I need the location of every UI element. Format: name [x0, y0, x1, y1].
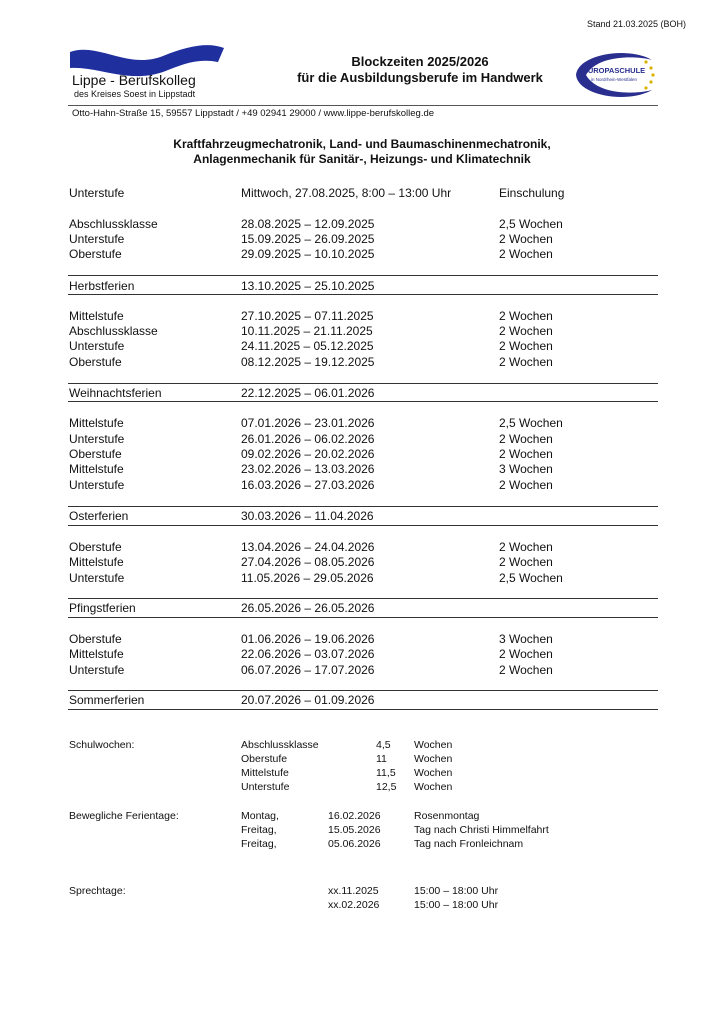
document-title [240, 54, 600, 86]
schulwochen-unit: Wochen [414, 781, 453, 793]
divider [68, 617, 658, 618]
stand-date: Stand 21.03.2025 (BOH) [586, 19, 686, 29]
divider [68, 598, 658, 599]
sprechtag-time: 15:00 – 18:00 Uhr [414, 885, 499, 897]
schedule-row: Mittelstufe 27.10.2025 – 07.11.2025 2 Wochen [69, 309, 553, 323]
schedule-row: Oberstufe 08.12.2025 – 19.12.2025 2 Wochen [69, 355, 553, 369]
schulwochen-name: Oberstufe [241, 753, 288, 765]
divider [68, 506, 658, 507]
schedule-row: Oberstufe 09.02.2026 – 20.02.2026 2 Wochen [69, 447, 553, 461]
schedule-row: Unterstufe 24.11.2025 – 05.12.2025 2 Wochen [69, 339, 553, 353]
schedule-row: Unterstufe 16.03.2026 – 27.03.2026 2 Wochen [69, 478, 553, 492]
schedule-row: Mittelstufe 27.04.2026 – 08.05.2026 2 Wochen [69, 555, 553, 569]
schedule-row: Abschlussklasse 10.11.2025 – 21.11.2025 2 Wochen [69, 324, 553, 338]
sprechtag-date: xx.02.2026 [328, 899, 380, 911]
badge-line-2: in Nordrhein-Westfalen [591, 77, 637, 82]
school-address: Otto-Hahn-Straße 15, 59557 Lippstadt / +49 02941 29000 / www.lippe-berufskolleg.de [72, 108, 435, 119]
schedule-row: Unterstufe 06.07.2026 – 17.07.2026 2 Wochen [69, 663, 553, 677]
divider [68, 275, 658, 276]
europaschule-badge-icon [568, 48, 658, 102]
ferientag-note: Tag nach Fronleichnam [414, 838, 524, 850]
ferientag-day: Montag, [241, 810, 279, 822]
schedule-row: Unterstufe 11.05.2026 – 29.05.2026 2,5 Wochen [69, 571, 563, 585]
title-line-1: Blockzeiten 2025/2026 [351, 54, 489, 69]
schulwochen-value: 11,5 [376, 767, 396, 779]
schulwochen-name: Abschlussklasse [241, 739, 319, 751]
ferientag-date: 16.02.2026 [328, 810, 381, 822]
schulwochen-name: Unterstufe [241, 781, 290, 793]
title-line-2: für die Ausbildungsberufe im Handwerk [297, 70, 543, 85]
ferientage-label: Bewegliche Ferientage: [69, 810, 179, 822]
schulwochen-value: 11 [376, 753, 387, 765]
schulwochen-unit: Wochen [414, 767, 453, 779]
ferientag-date: 15.05.2026 [328, 824, 381, 836]
schedule-row: Oberstufe 29.09.2025 – 10.10.2025 2 Wochen [69, 247, 553, 261]
school-name: Lippe - Berufskolleg [72, 72, 196, 88]
schulwochen-label: Schulwochen: [69, 739, 135, 751]
subtitle-line-2: Anlagenmechanik für Sanitär-, Heizungs- und Klimatechnik [193, 152, 531, 166]
schedule-row: Mittelstufe 23.02.2026 – 13.03.2026 3 Wochen [69, 462, 553, 476]
schulwochen-name: Mittelstufe [241, 767, 289, 779]
profession-subtitle [120, 137, 604, 167]
divider [68, 690, 658, 691]
schedule-row: Oberstufe 13.04.2026 – 24.04.2026 2 Wochen [69, 540, 553, 554]
ferientag-day: Freitag, [241, 824, 277, 836]
school-subtitle: des Kreises Soest in Lippstadt [74, 89, 196, 99]
divider [68, 525, 658, 526]
holiday-row: Weihnachtsferien 22.12.2025 – 06.01.2026 [69, 386, 375, 400]
schedule-row: Mittelstufe 07.01.2026 – 23.01.2026 2,5 Wochen [69, 416, 563, 430]
schedule-row: Unterstufe Mittwoch, 27.08.2025, 8:00 – 13:00 Uhr Einschulung [69, 186, 565, 200]
sprechtag-date: xx.11.2025 [328, 885, 379, 897]
header-divider [68, 105, 658, 106]
divider [68, 401, 658, 402]
ferientag-date: 05.06.2026 [328, 838, 381, 850]
holiday-row: Pfingstferien 26.05.2026 – 26.05.2026 [69, 601, 375, 615]
holiday-row: Osterferien 30.03.2026 – 11.04.2026 [69, 509, 374, 523]
schulwochen-unit: Wochen [414, 753, 453, 765]
schedule-row: Mittelstufe 22.06.2026 – 03.07.2026 2 Wochen [69, 647, 553, 661]
schedule-row: Unterstufe 15.09.2025 – 26.09.2025 2 Wochen [69, 232, 553, 246]
sprechtag-time: 15:00 – 18:00 Uhr [414, 899, 499, 911]
schedule-row: Unterstufe 26.01.2026 – 06.02.2026 2 Wochen [69, 432, 553, 446]
schulwochen-unit: Wochen [414, 739, 453, 751]
schedule-row: Abschlussklasse 28.08.2025 – 12.09.2025 2,5 Wochen [69, 217, 563, 231]
holiday-row: Sommerferien 20.07.2026 – 01.09.2026 [69, 693, 375, 707]
schulwochen-value: 12,5 [376, 781, 397, 793]
holiday-row: Herbstferien 13.10.2025 – 25.10.2025 [69, 279, 375, 293]
divider [68, 294, 658, 295]
divider [68, 709, 658, 710]
schedule-row: Oberstufe 01.06.2026 – 19.06.2026 3 Wochen [69, 632, 553, 646]
subtitle-line-1: Kraftfahrzeugmechatronik, Land- und Baumaschinenmechatronik, [173, 137, 551, 151]
ferientag-note: Tag nach Christi Himmelfahrt [414, 824, 549, 836]
ferientag-day: Freitag, [241, 838, 277, 850]
badge-line-1: EUROPASCHULE [582, 66, 646, 75]
ferientag-note: Rosenmontag [414, 810, 480, 822]
schulwochen-value: 4,5 [376, 739, 391, 751]
sprechtage-label: Sprechtage: [69, 885, 126, 897]
divider [68, 383, 658, 384]
